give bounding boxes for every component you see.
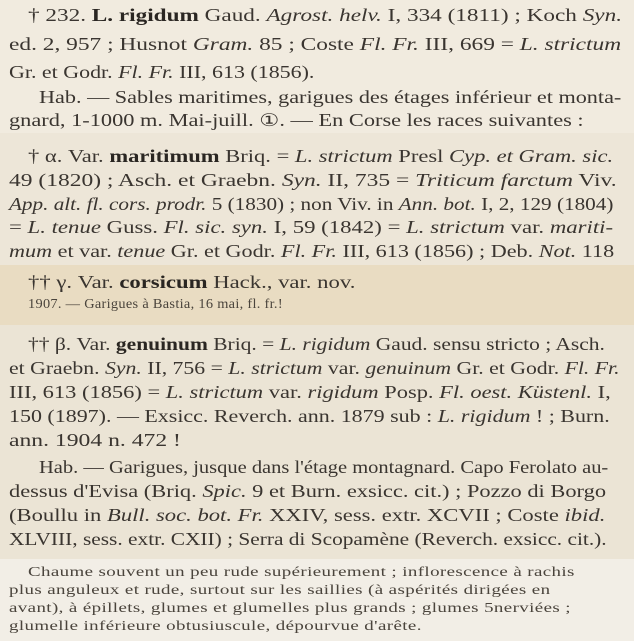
variety-line [9,357,620,379]
taxon-name: L. rigidum [91,5,199,25]
variety-line [9,193,613,215]
variety-line [9,381,611,403]
italic-reference: Fl. sic. syn. [163,217,269,237]
italic-reference: tenue [117,241,166,261]
text-run: Viv. [572,170,617,190]
italic-reference: Bull. soc. bot. Fr. [107,505,264,525]
habitat-line [9,504,605,526]
italic-reference: mum [9,241,53,261]
italic-reference: Syn. [281,170,322,190]
text-run: Gaud. sensu stricto ; Asch. [370,334,605,354]
italic-reference: L. rigidum [279,334,371,354]
text-run: 85 ; Coste [253,34,360,54]
text-run: Gr. et Godr. [451,358,565,378]
description-line [9,600,571,618]
variety-line [28,145,613,167]
species-entry-line [28,4,622,26]
species-entry-line [9,33,621,55]
text-run: var. [504,217,550,237]
text-run: glumelle inférieure obtusiuscule, dépourvue d'arête. [9,619,422,634]
text-run: 9 et Burn. exsicc. cit.) ; Pozzo di Borgo [246,481,607,501]
taxon-name: maritimum [109,146,220,166]
text-run: †† β. Var. [28,334,116,354]
text-run: Hack., var. nov. [207,272,356,292]
italic-reference: L. strictum [294,146,393,166]
text-run: Hab. — Garigues, jusque dans l'étage montagnard. Capo Ferolato au- [39,457,609,477]
text-run: II, 735 = [321,170,416,190]
text-run: 5 (1830) ; non Viv. in [206,194,399,214]
text-run: † 232. [28,5,92,25]
habitat-line [9,109,584,131]
taxon-name: corsicum [119,272,208,292]
text-run: avant), à épillets, glumes et glumelles plus grands ; glumes 5nerviées ; [9,601,571,616]
variety-line [9,429,181,451]
text-run: gnard, 1-1000 m. Mai-juill. ①. — En Corse les races suivantes : [9,110,584,130]
italic-reference: Agrost. helv. [266,5,382,25]
variety-line [9,405,610,427]
text-run: ed. 2, 957 ; Husnot [9,34,193,54]
text-run: II, 756 = [141,358,229,378]
italic-reference: L. strictum [519,34,622,54]
description-line [28,564,575,582]
text-run: Presl [392,146,450,166]
italic-reference: L. strictum [165,382,264,402]
variety-line [9,169,617,191]
italic-reference: Syn. [104,358,142,378]
text-run: var. [263,382,308,402]
description-line [9,582,550,600]
italic-reference: Gram. [192,34,254,54]
text-run: et var. [52,241,118,261]
text-run: I, [592,382,611,402]
variety-line [9,240,614,262]
italic-reference: Fl. Fr. [564,358,620,378]
text-run: †† γ. Var. [28,272,120,292]
italic-reference: L. strictum [228,358,323,378]
text-run: 1907. — Garigues à Bastia, 16 mai, fl. fr.! [28,297,283,312]
variety-line [28,333,605,355]
species-entry-line [9,61,314,83]
italic-reference: Not. [538,241,577,261]
italic-reference: Fl. Fr. [280,241,337,261]
text-run: ann. 1904 n. 472 ! [9,430,181,450]
text-run: Briq. = [207,334,280,354]
variety-line [28,271,355,293]
text-run: plus anguleux et rude, surtout sur les saillies (à aspérités dirigées en [9,583,551,598]
text-run: III, 613 (1856). [173,62,315,82]
italic-reference: ibid. [564,505,606,525]
italic-reference: Triticum farctum [415,170,573,190]
description-line [9,618,422,636]
text-run: Gr. et Godr. [165,241,281,261]
text-run: I, 334 (1811) ; Koch [381,5,583,25]
text-run: Gaud. [198,5,267,25]
locality-line [28,296,283,314]
italic-reference: App. alt. fl. cors. prodr. [9,194,207,214]
text-run: Gr. et Godr. [9,62,119,82]
text-run: Posp. [378,382,440,402]
text-run: et Graebn. [9,358,105,378]
italic-reference: Cyp. et Gram. sic. [449,146,614,166]
taxon-name: genuinum [115,334,208,354]
text-run: ! ; Burn. [530,406,610,426]
text-run: Guss. [100,217,164,237]
text-run: † α. Var. [28,146,110,166]
italic-reference: genuinum [365,358,452,378]
text-run: Hab. — Sables maritimes, garigues des étages inférieur et monta- [39,87,622,107]
text-run: III, 613 (1856) = [9,382,166,402]
text-run: Briq. = [219,146,295,166]
italic-reference: mariti- [549,217,614,237]
italic-reference: Syn. [582,5,623,25]
text-run: (Boullu in [9,505,108,525]
text-run: 49 (1820) ; Asch. et Graebn. [9,170,282,190]
italic-reference: Spic. [202,481,247,501]
text-run: III, 613 (1856) ; Deb. [336,241,539,261]
italic-reference: L. strictum [406,217,505,237]
text-run: 118 [576,241,615,261]
text-run: = [9,217,28,237]
italic-reference: rigidum [307,382,379,402]
italic-reference: L. rigidum [437,406,531,426]
italic-reference: Fl. oest. Küstenl. [439,382,593,402]
text-run: Chaume souvent un peu rude supérieurement ; inflorescence à rachis [28,565,575,580]
habitat-line [9,480,606,502]
text-run: var. [322,358,366,378]
text-run: III, 669 = [418,34,520,54]
text-run: XLVIII, sess. extr. CXII) ; Serra di Scopamène (Reverch. exsicc. cit.). [9,529,607,549]
text-run: I, 59 (1842) = [268,217,407,237]
habitat-line [39,456,608,478]
habitat-line [9,528,607,550]
italic-reference: L. tenue [27,217,101,237]
text-run: XXIV, sess. extr. XCVII ; Coste [263,505,565,525]
italic-reference: Ann. bot. [398,194,476,214]
habitat-line [39,86,621,108]
text-run: dessus d'Evisa (Briq. [9,481,203,501]
italic-reference: Fl. Fr. [118,62,174,82]
text-run: I, 2, 129 (1804) [475,194,614,214]
text-run: 150 (1897). — Exsicc. Reverch. ann. 1879 sub : [9,406,438,426]
italic-reference: Fl. Fr. [359,34,419,54]
variety-line [9,216,613,238]
